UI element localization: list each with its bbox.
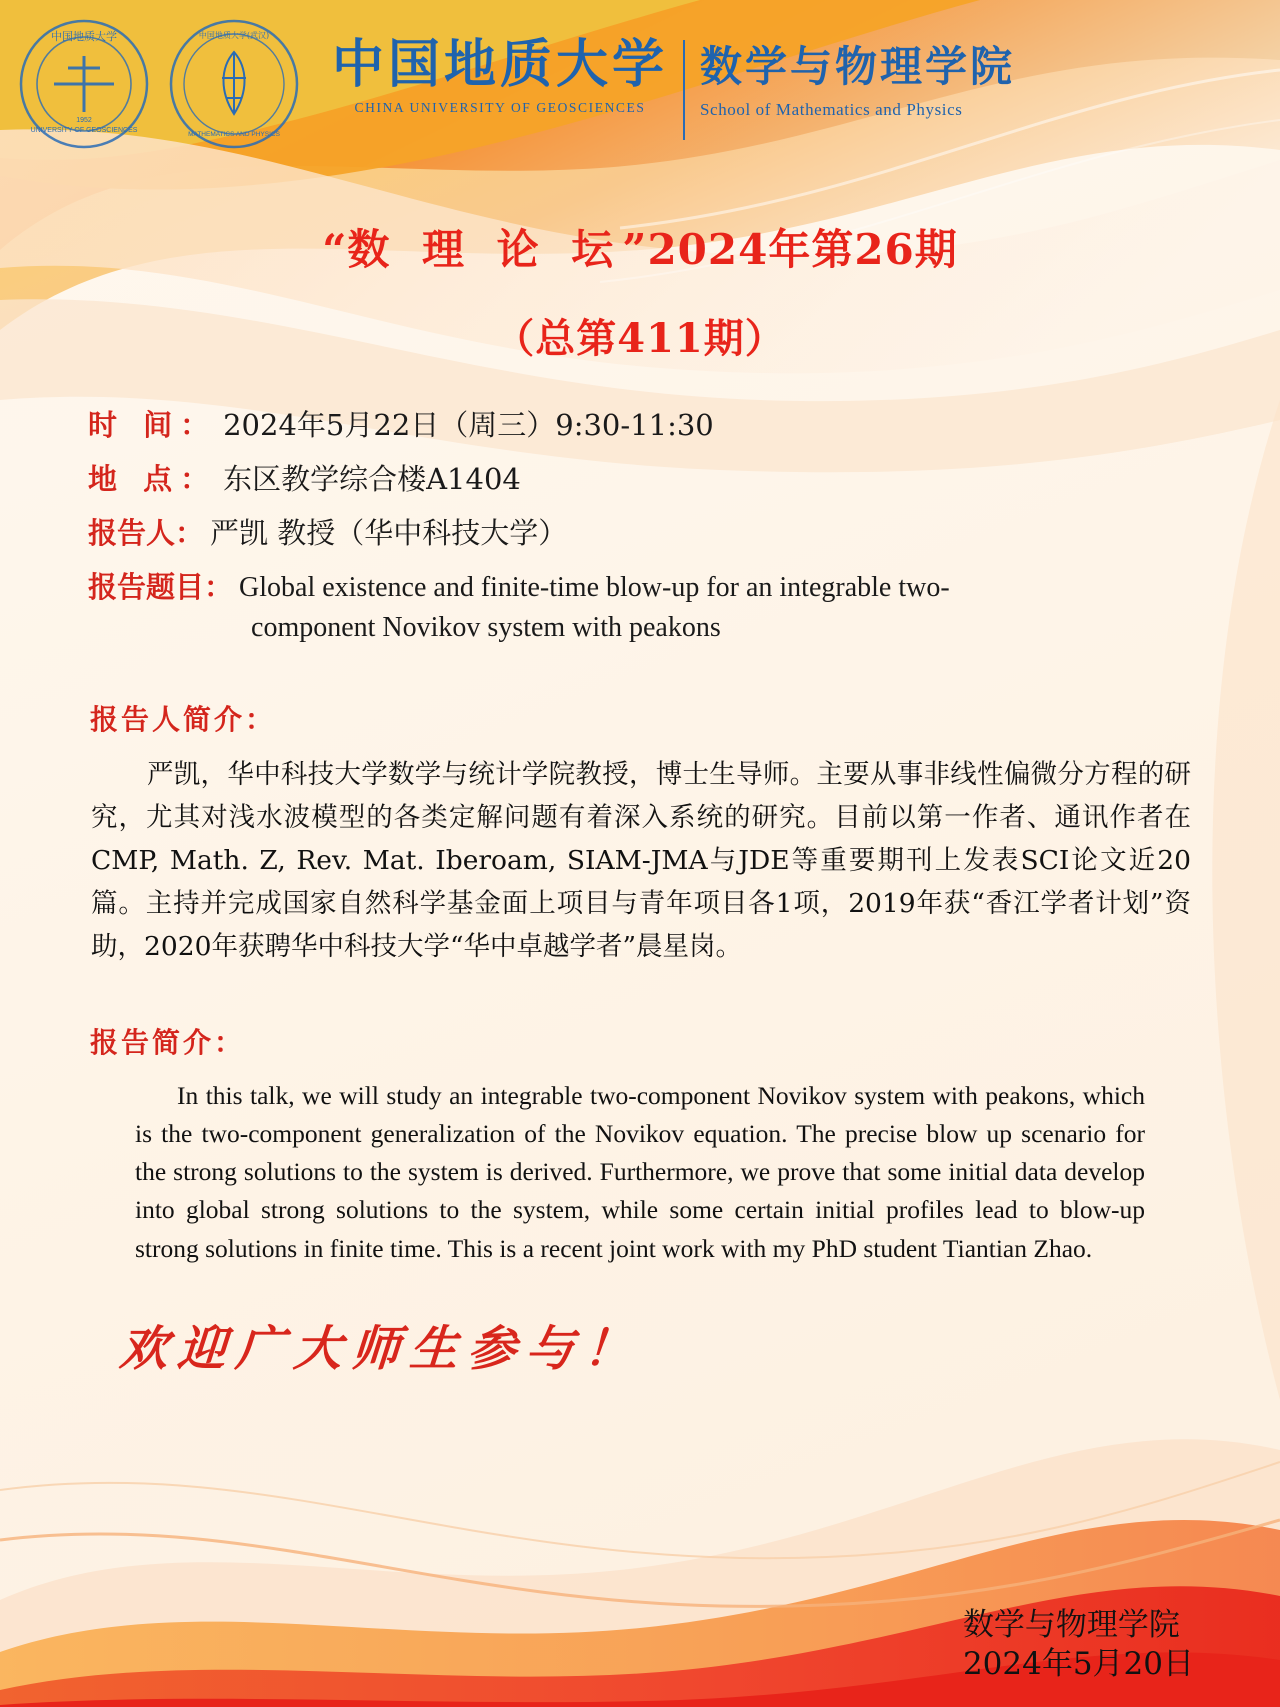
svg-text:UNIVERSITY OF GEOSCIENCES: UNIVERSITY OF GEOSCIENCES — [30, 127, 138, 134]
svg-text:中国地质大学(武汉): 中国地质大学(武汉) — [198, 31, 270, 40]
svg-text:1952: 1952 — [76, 117, 92, 124]
topic-value — [239, 568, 950, 648]
place-value: 东区教学综合楼A1404 — [223, 462, 521, 497]
poster-footer — [963, 1606, 1194, 1685]
header-divider — [683, 40, 685, 140]
title-quote-open: “ — [322, 225, 348, 274]
abstract-text: In this talk, we will study an integrable two-component Novikov system with peakons, which is the two-component generalization of the Novikov equation. The precise blow up scenario for the strong solutions to the system is derived. Furthermore, we prove that some initial data develop into global strong solutions to the system, while some certain initial profiles lead to blow-up strong solutions in finite time. This is a recent joint work with my PhD student Tiantian Zhao. — [135, 1080, 1145, 1263]
topic-line-2: component Novikov system with peakons — [251, 612, 721, 644]
speaker-label: 报告人： — [88, 516, 205, 551]
topic-line-1: Global existence and finite-time blow-up for an integrable two- — [239, 572, 950, 604]
abstract-heading: 报告简介： — [90, 1025, 246, 1059]
footer-date: 2024年5月20日 — [962, 1646, 1194, 1683]
title-forum-name: 数 理 论 坛 — [347, 225, 623, 274]
bio-heading: 报告人简介： — [90, 702, 277, 736]
topic-label: 报告题目： — [88, 570, 234, 605]
school-name — [700, 42, 1016, 120]
title-quote-close: ” — [622, 225, 648, 274]
university-seal-icon — [18, 18, 150, 150]
school-seal-icon — [168, 18, 300, 150]
university-name-cn: 中国地质大学 — [331, 34, 668, 95]
welcome-line: 欢迎广大师生参与！ — [117, 1320, 644, 1377]
school-name-en: School of Mathematics and Physics — [700, 100, 963, 120]
svg-text:MATHEMATICS AND PHYSICS: MATHEMATICS AND PHYSICS — [188, 131, 280, 138]
school-name-cn: 数学与物理学院 — [700, 42, 1016, 91]
place-label: 地 点： — [88, 462, 218, 497]
event-info — [88, 406, 1280, 648]
bio-text: 严凯，华中科技大学数学与统计学院教授，博士生导师。主要从事非线性偏微分方程的研究，尤其对浅水波模型的各类定解问题有着深入系统的研究。目前以第一作者、通讯作者在CMP, Math. Z, Rev. Mat. Iberoam, SIAM-JMA与JDE等重要期刊上发表SCI论文近20篇。主持并完成国家自然科学基金面上项目与青年项目各1项，2019年获“香江学者计划”资助，2020年获聘华中科技大学“华中卓越学者”晨星岗。 — [91, 758, 1191, 962]
title-issue: 2024年第26期 — [647, 225, 958, 274]
info-row-time — [88, 406, 1280, 445]
info-row-place — [88, 460, 1280, 499]
svg-text:中国地质大学: 中国地质大学 — [51, 30, 117, 43]
poster-title — [0, 217, 1280, 277]
poster-header — [0, 0, 1280, 165]
time-value: 2024年5月22日（周三）9:30-11:30 — [223, 408, 714, 442]
university-name-en: CHINA UNIVERSITY OF GEOSCIENCES — [354, 99, 646, 115]
footer-organization: 数学与物理学院 — [962, 1606, 1180, 1643]
info-row-topic — [88, 568, 1280, 648]
university-name — [330, 34, 670, 116]
info-row-speaker — [88, 514, 1280, 553]
speaker-value: 严凯 教授（华中科技大学） — [210, 516, 568, 551]
poster-subtitle: （总第411期） — [494, 315, 786, 362]
time-label: 时 间： — [88, 408, 218, 442]
